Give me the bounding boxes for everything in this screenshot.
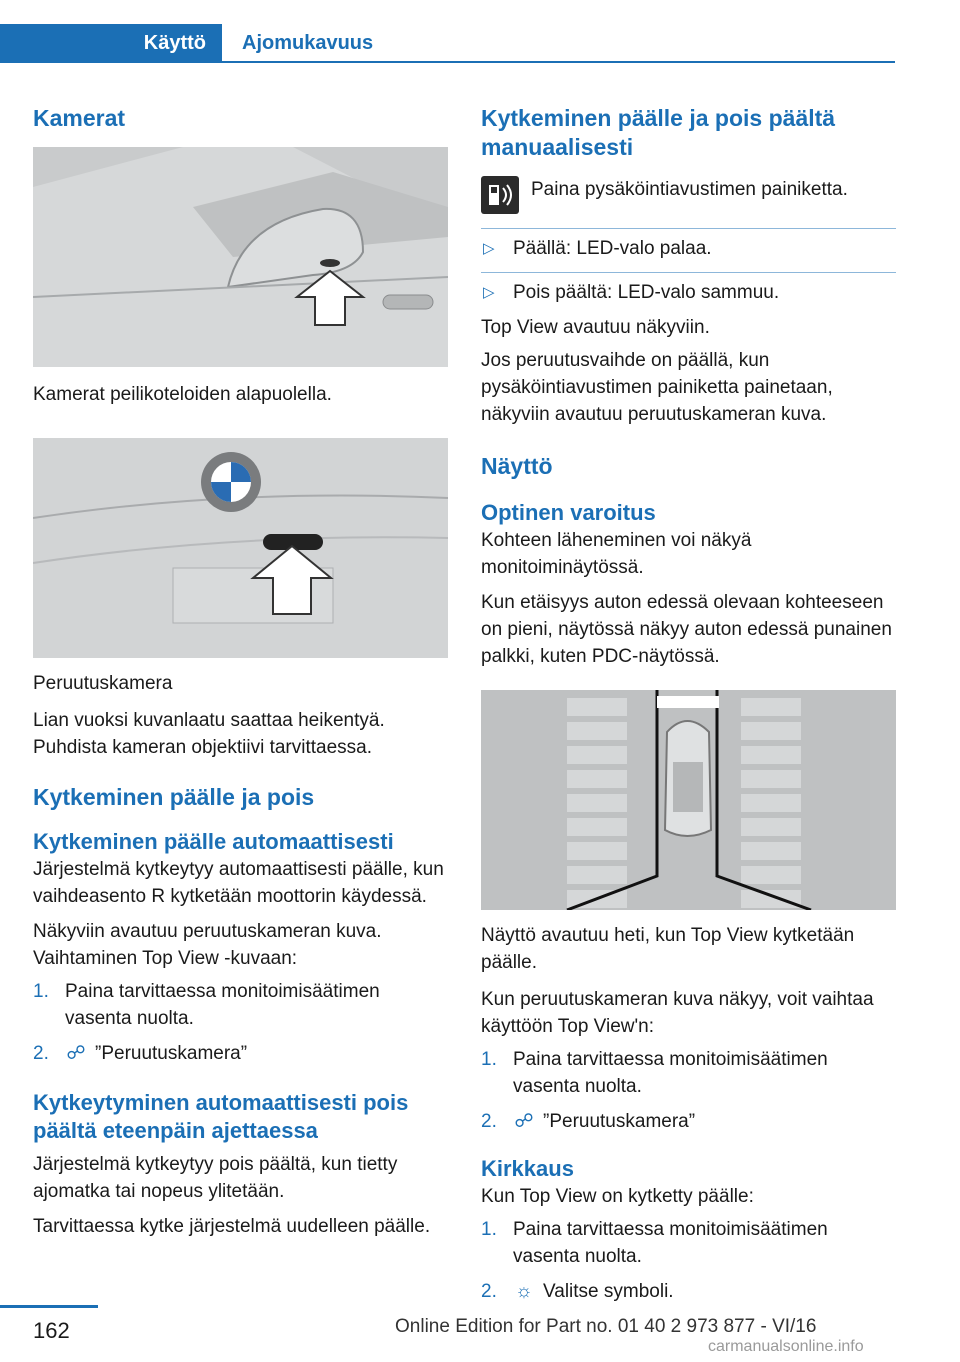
triangle-bullet-icon: ▷ [483, 240, 495, 257]
edition-text: Online Edition for Part no. 01 40 2 973 877 - VI/16 [395, 1316, 817, 1337]
brightness-icon: ☼ [515, 1281, 533, 1302]
list-number: 2. [33, 1043, 49, 1064]
list-text: ”Peruutuskamera” [95, 1043, 248, 1064]
paragraph-auto2: Näkyviin avautuu peruutuskameran kuva. Vaihtaminen Top View -kuvaan: [33, 921, 382, 969]
bullet-list-led-2 [481, 279, 896, 310]
list-vaihda-topview [481, 1046, 896, 1135]
top-view-image [481, 690, 896, 910]
paragraph-opt1: Kohteen läheneminen voi näkyä monitoiminäytössä. [481, 530, 752, 578]
header [0, 24, 895, 62]
heading-kirkkaus: Kirkkaus [481, 1156, 574, 1181]
paragraph-kirkkaus: Kun Top View on kytketty päälle: [481, 1186, 754, 1207]
heading-pois-paalta: Kytkeytyminen automaattisesti pois päältä eteenpäin ajettaessa [33, 1090, 409, 1143]
list-kirkkaus [481, 1216, 896, 1305]
list-item [481, 1216, 896, 1270]
paragraph-auto1: Järjestelmä kytkeytyy automaattisesti päälle, kun vaihdeasento R kytketään moottorin käydessä. [33, 859, 444, 907]
list-text: ”Peruutuskamera” [543, 1111, 696, 1132]
list-item [481, 1278, 896, 1305]
bullet-text: Pois päältä: LED-valo sammuu. [513, 282, 780, 303]
heading-optinen: Optinen varoitus [481, 500, 656, 525]
bullet-item [481, 235, 896, 266]
right-column [481, 100, 896, 1305]
heading-kytkeminen: Kytkeminen päälle ja pois [33, 784, 315, 810]
rear-camera-image [33, 438, 448, 658]
paragraph-kun: Kun peruutuskameran kuva näkyy, voit vaihtaa käyttöön Top View'n: [481, 989, 874, 1037]
list-item [33, 1040, 448, 1067]
list-item [33, 978, 448, 1032]
list-text: Paina tarvittaessa monitoimisäätimen vasenta nuolta. [513, 1049, 828, 1097]
list-text: Valitse symboli. [543, 1281, 674, 1302]
watermark: carmanualsonline.info [708, 1338, 864, 1355]
heading-naytto: Näyttö [481, 453, 553, 479]
manual-row [481, 176, 896, 214]
paragraph-naytto-avautuu: Näyttö avautuu heti, kun Top View kytketään päälle. [481, 925, 855, 973]
paragraph-lian: Lian vuoksi kuvanlaatu saattaa heikentyä. Puhdista kameran objektiivi tarvittaessa. [33, 710, 385, 758]
paragraph-jos: Jos peruutusvaihde on päällä, kun pysäköintiavustimen painiketta painetaan, näkyviin avautuu peruutuskameran kuva. [481, 350, 833, 425]
list-number: 2. [481, 1281, 497, 1302]
bullet-item [481, 279, 896, 310]
list-number: 2. [481, 1111, 497, 1132]
triangle-bullet-icon: ▷ [483, 284, 495, 301]
bullet-text: Päällä: LED-valo palaa. [513, 238, 712, 259]
list-number: 1. [481, 1049, 497, 1070]
list-number: 1. [33, 981, 49, 1002]
list-vaihtaminen [33, 978, 448, 1067]
camera-icon: ☍ [514, 1111, 534, 1132]
paragraph-opt2: Kun etäisyys auton edessä olevaan kohteeseen on pieni, näytössä näkyy auton edessä punainen palkki, kuten PDC-näytössä. [481, 592, 892, 667]
bullet-list-led [481, 235, 896, 266]
list-item [481, 1108, 896, 1135]
separator [481, 228, 896, 229]
camera-icon: ☍ [66, 1043, 86, 1064]
heading-automaattisesti: Kytkeminen päälle automaattisesti [33, 829, 394, 854]
separator [481, 272, 896, 273]
footer-rule [0, 1305, 98, 1308]
list-number: 1. [481, 1219, 497, 1240]
paragraph-manual: Paina pysäköintiavustimen painiketta. [531, 179, 848, 200]
list-text: Paina tarvittaessa monitoimisäätimen vasenta nuolta. [513, 1219, 828, 1267]
list-text: Paina tarvittaessa monitoimisäätimen vasenta nuolta. [65, 981, 380, 1029]
paragraph-pois1: Järjestelmä kytkeytyy pois päältä, kun tietty ajomatka tai nopeus ylitetään. [33, 1154, 398, 1202]
heading-kamerat: Kamerat [33, 105, 126, 131]
header-rule [0, 61, 895, 63]
page-number: 162 [33, 1318, 70, 1343]
list-item [481, 1046, 896, 1100]
paragraph-topview: Top View avautuu näkyviin. [481, 317, 710, 338]
parking-assist-button-icon [481, 176, 519, 214]
left-column [33, 100, 448, 1240]
heading-manuaalisesti: Kytkeminen päälle ja pois päältä manuaalisesti [481, 105, 836, 160]
tab-kaytto[interactable]: Käyttö [0, 24, 222, 62]
caption-kamerat: Kamerat peilikoteloiden alapuolella. [33, 384, 332, 405]
caption-peruutus: Peruutuskamera [33, 673, 173, 694]
paragraph-pois2: Tarvittaessa kytke järjestelmä uudelleen päälle. [33, 1216, 431, 1237]
tab-ajomukavuus[interactable]: Ajomukavuus [242, 31, 374, 54]
mirror-camera-image [33, 147, 448, 367]
